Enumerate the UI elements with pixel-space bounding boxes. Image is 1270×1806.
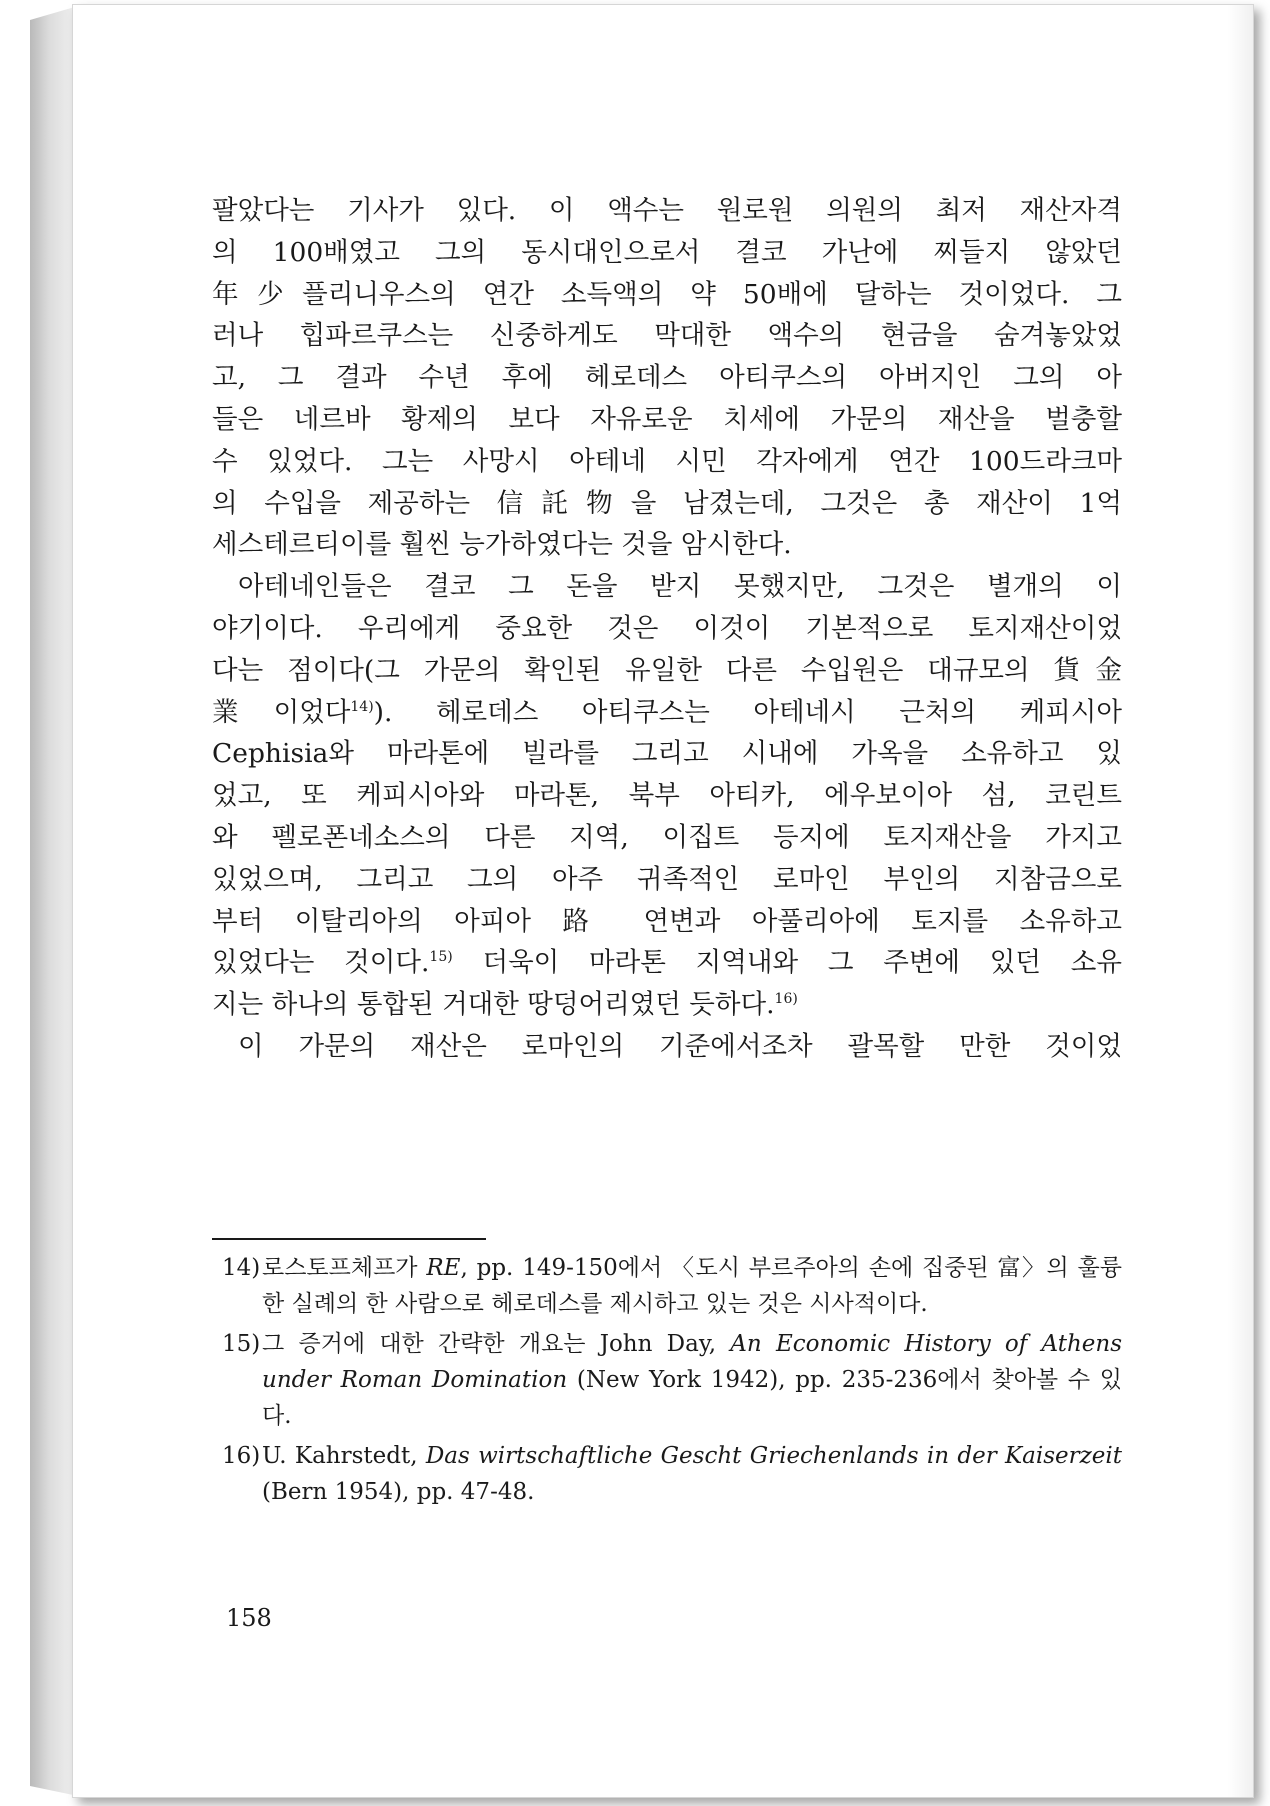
page-shade xyxy=(1227,5,1253,1797)
text-span: 지는 하나의 통합된 거대한 땅덩어리였던 듯하다. xyxy=(212,989,775,1021)
text-span: 있었다는 것이다. xyxy=(212,947,430,979)
footnote-ref-14: 14) xyxy=(350,698,374,715)
footnote-16 xyxy=(222,1438,1122,1510)
italic-span: Das wirtschaftliche Gescht Griechenlands in der Kaiserzeit xyxy=(425,1443,1122,1469)
text-span: 더욱이 마라톤 지역내와 그 주변에 있던 소유 xyxy=(452,947,1122,979)
footnote-14 xyxy=(222,1250,1122,1322)
text-line: 의 100배였고 그의 동시대인으로서 결코 가난에 찌들지 않았던 xyxy=(212,236,1122,268)
book-edge xyxy=(30,6,78,1796)
footnote-15 xyxy=(222,1326,1122,1434)
main-text xyxy=(212,190,1122,1068)
italic-span: RE xyxy=(426,1255,461,1281)
footnote-text xyxy=(262,1250,1122,1322)
text-span: 로스토프체프가 xyxy=(262,1255,427,1281)
footnote-text xyxy=(262,1326,1122,1434)
text-line: 팔았다는 기사가 있다. 이 액수는 원로원 의원의 최저 재산자격 xyxy=(212,195,1122,226)
text-line: 있었으며, 그리고 그의 아주 귀족적인 로마인 부인의 지참금으로 xyxy=(212,863,1122,895)
text-span: 그 증거에 대한 간략한 개요는 John Day, xyxy=(262,1331,731,1357)
text-line xyxy=(212,692,1122,734)
footnote-ref-16: 16) xyxy=(774,991,798,1008)
text-line: 아테네인들은 결코 그 돈을 받지 못했지만, 그것은 별개의 이 xyxy=(238,571,1122,603)
text-line: 다는 점이다(그 가문의 확인된 유일한 다른 수입원은 대규모의 貨金 xyxy=(212,654,1122,686)
footnote-text xyxy=(262,1438,1122,1510)
text-line: 부터 이탈리아의 아피아 路 연변과 아풀리아에 토지를 소유하고 xyxy=(212,905,1122,937)
text-span: (Bern 1954), pp. 47-48. xyxy=(262,1479,535,1505)
text-line: 수 있었다. 그는 사망시 아테네 시민 각자에게 연간 100드라크마 xyxy=(212,445,1122,477)
text-span: 業이었다 xyxy=(212,696,351,728)
footnote-number: 15) xyxy=(222,1331,261,1357)
italic-span: An Economic History of Athens under Roman Domination xyxy=(262,1331,1122,1393)
footnote-number: 16) xyxy=(222,1443,261,1469)
text-line: 었고, 또 케피시아와 마라톤, 북부 아티카, 에우보이아 섬, 코린트 xyxy=(212,780,1122,812)
text-line: 들은 네르바 황제의 보다 자유로운 치세에 가문의 재산을 벌충할 xyxy=(212,403,1122,435)
text-line: 의 수입을 제공하는 信託物을 남겼는데, 그것은 총 재산이 1억 xyxy=(212,487,1122,519)
footnote-number: 14) xyxy=(222,1255,261,1281)
text-line: Cephisia와 마라톤에 빌라를 그리고 시내에 가옥을 소유하고 있 xyxy=(212,738,1122,770)
footnotes xyxy=(222,1250,1122,1514)
text-line xyxy=(212,984,1122,1026)
text-line xyxy=(212,942,1122,984)
footnote-separator xyxy=(212,1238,486,1240)
text-line: 세스테르티이를 훨씬 능가하였다는 것을 암시한다. xyxy=(212,529,792,561)
text-line: 야기이다. 우리에게 중요한 것은 이것이 기본적으로 토지재산이었 xyxy=(212,612,1122,644)
text-line: 러나 힙파르쿠스는 신중하게도 막대한 액수의 현금을 숨겨놓았었 xyxy=(212,320,1122,352)
text-span: U. Kahrstedt, xyxy=(262,1443,426,1469)
text-line: 고, 그 결과 수년 후에 헤로데스 아티쿠스의 아버지인 그의 아 xyxy=(212,362,1122,394)
text-line: 年少플리니우스의 연간 소득액의 약 50배에 달하는 것이었다. 그 xyxy=(212,278,1122,310)
text-line: 이 가문의 재산은 로마인의 기준에서조차 괄목할 만한 것이었 xyxy=(238,1030,1122,1062)
text-span: , pp. 149-150에서 〈도시 부르주아의 손에 집중된 富〉의 훌륭한 실례의 한 사람으로 헤로데스를 제시하고 있는 것은 시사적이다. xyxy=(262,1255,1122,1317)
footnote-ref-15: 15) xyxy=(429,949,453,966)
text-line: 와 펠로폰네소스의 다른 지역, 이집트 등지에 토지재산을 가지고 xyxy=(212,821,1122,853)
page-number: 158 xyxy=(226,1604,272,1632)
text-span: ). 헤로데스 아티쿠스는 아테네시 근처의 케피시아 xyxy=(373,696,1122,728)
text-span: (New York 1942), pp. 235-236에서 찾아볼 수 있다. xyxy=(262,1367,1122,1429)
